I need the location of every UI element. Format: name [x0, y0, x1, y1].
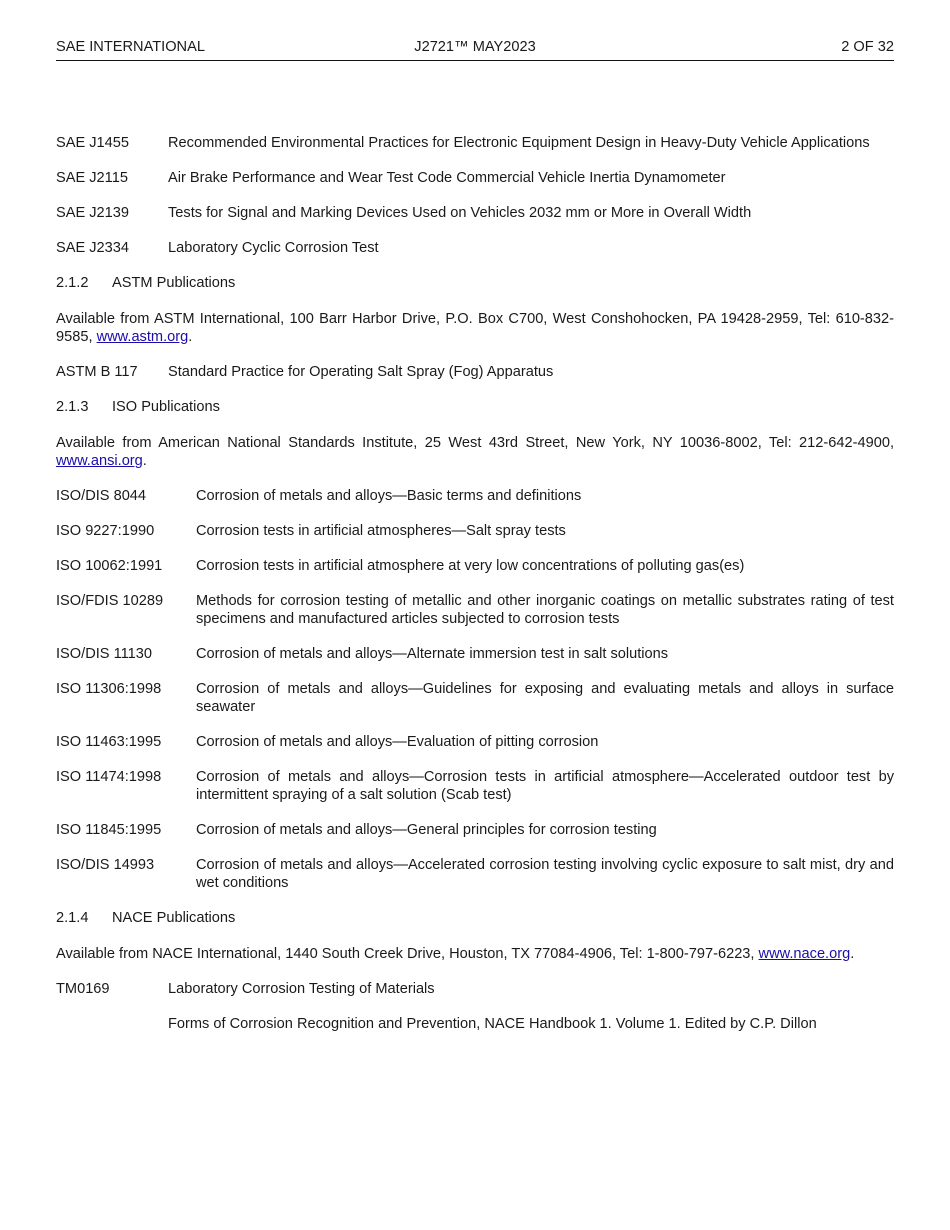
reference-entry — [56, 821, 894, 839]
reference-title: Forms of Corrosion Recognition and Prevention, NACE Handbook 1. Volume 1. Edited by C.P. Dillon — [168, 1016, 817, 1032]
reference-code: SAE J2115 — [56, 170, 128, 186]
astm-website-link[interactable]: www.astm.org — [96, 329, 189, 345]
reference-code: ISO 11306:1998 — [56, 681, 162, 697]
reference-code: ISO/DIS 14993 — [56, 857, 155, 873]
reference-code: ISO 11463:1995 — [56, 734, 162, 750]
reference-code: ISO/FDIS 10289 — [56, 593, 164, 609]
reference-title: Laboratory Corrosion Testing of Materials — [168, 981, 435, 997]
reference-code: ASTM B 117 — [56, 364, 138, 380]
reference-entry — [56, 522, 894, 540]
reference-title: Methods for corrosion testing of metallic and other inorganic coatings on metallic substrates rating of test specimens and manufactured articles subjected to corrosion tests — [196, 593, 894, 627]
section-heading-astm — [56, 274, 894, 292]
reference-entry — [56, 1015, 894, 1033]
ansi-website-link[interactable]: www.ansi.org — [56, 453, 143, 469]
reference-title: Standard Practice for Operating Salt Spray (Fog) Apparatus — [168, 364, 554, 380]
section-title: NACE Publications — [112, 910, 236, 926]
reference-code: SAE J2334 — [56, 240, 130, 256]
section-number: 2.1.3 — [56, 399, 89, 415]
reference-entry — [56, 487, 894, 505]
header-page-number: 2 OF 32 — [841, 39, 894, 55]
nace-website-link[interactable]: www.nace.org — [758, 946, 851, 962]
reference-entry — [56, 768, 894, 804]
reference-code — [56, 1015, 168, 1033]
reference-title: Corrosion of metals and alloys—General principles for corrosion testing — [196, 822, 657, 838]
availability-text: Available from American National Standards Institute, 25 West 43rd Street, New York, NY 10036-8002, Tel: 212-642-4900, — [56, 435, 894, 451]
reference-code: ISO 10062:1991 — [56, 558, 163, 574]
reference-code: ISO 11474:1998 — [56, 769, 162, 785]
reference-title: Air Brake Performance and Wear Test Code Commercial Vehicle Inertia Dynamometer — [168, 170, 726, 186]
reference-title: Tests for Signal and Marking Devices Used on Vehicles 2032 mm or More in Overall Width — [168, 205, 752, 221]
reference-title: Recommended Environmental Practices for Electronic Equipment Design in Heavy-Duty Vehicle Applications — [168, 135, 870, 151]
reference-entry — [56, 169, 894, 187]
availability-paragraph: Available from NACE International, 1440 South Creek Drive, Houston, TX 77084-4906, Tel: 1-800-797-6223, www.nace.org. — [56, 946, 855, 962]
reference-entry — [56, 856, 894, 892]
reference-entry — [56, 592, 894, 628]
reference-entry — [56, 557, 894, 575]
reference-entry — [56, 239, 894, 257]
document-body — [56, 134, 894, 1050]
reference-entry — [56, 645, 894, 663]
reference-code: ISO/DIS 11130 — [56, 646, 152, 662]
availability-paragraph: Available from American National Standards Institute, 25 West 43rd Street, New York, NY 10036-8002, Tel: 212-642-4900, www.ansi.org. — [56, 435, 894, 469]
availability-text: Available from ASTM International, 100 Barr Harbor Drive, P.O. Box C700, West Conshohocken, PA 19428-2959, Tel: 610-832-9585, — [56, 311, 894, 345]
reference-entry — [56, 204, 894, 222]
availability-text: Available from NACE International, 1440 South Creek Drive, Houston, TX 77084-4906, Tel: 1-800-797-6223, — [56, 946, 759, 962]
reference-code: TM0169 — [56, 981, 110, 997]
section-heading-nace — [56, 909, 894, 927]
reference-code: SAE J1455 — [56, 135, 130, 151]
header-document-id: J2721™ MAY2023 — [414, 39, 536, 55]
reference-title: Corrosion of metals and alloys—Alternate immersion test in salt solutions — [196, 646, 669, 662]
reference-title: Laboratory Cyclic Corrosion Test — [168, 240, 379, 256]
reference-title: Corrosion of metals and alloys—Basic terms and definitions — [196, 488, 582, 504]
section-title: ISO Publications — [112, 399, 220, 415]
reference-entry — [56, 733, 894, 751]
section-number: 2.1.2 — [56, 275, 89, 291]
reference-entry — [56, 980, 894, 998]
reference-code: ISO 11845:1995 — [56, 822, 162, 838]
section-number: 2.1.4 — [56, 910, 89, 926]
reference-entry — [56, 134, 894, 152]
availability-paragraph: Available from ASTM International, 100 Barr Harbor Drive, P.O. Box C700, West Conshohocken, PA 19428-2959, Tel: 610-832-9585, www.astm.org. — [56, 311, 894, 345]
reference-code: ISO/DIS 8044 — [56, 488, 147, 504]
section-heading-iso — [56, 398, 894, 416]
reference-code: ISO 9227:1990 — [56, 523, 155, 539]
page-header — [56, 38, 894, 61]
reference-entry — [56, 680, 894, 716]
reference-entry — [56, 363, 894, 381]
reference-title: Corrosion tests in artificial atmospheres—Salt spray tests — [196, 523, 566, 539]
reference-title: Corrosion of metals and alloys—Evaluation of pitting corrosion — [196, 734, 599, 750]
reference-title: Corrosion tests in artificial atmosphere at very low concentrations of polluting gas(es) — [196, 558, 745, 574]
reference-title: Corrosion of metals and alloys—Accelerated corrosion testing involving cyclic exposure to salt mist, dry and wet conditions — [196, 857, 894, 891]
reference-title: Corrosion of metals and alloys—Guidelines for exposing and evaluating metals and alloys in surface seawater — [196, 681, 894, 715]
section-title: ASTM Publications — [112, 275, 236, 291]
header-organization: SAE INTERNATIONAL — [56, 39, 205, 55]
reference-title: Corrosion of metals and alloys—Corrosion tests in artificial atmosphere—Accelerated outdoor test by intermittent spraying of a salt solution (Scab test) — [196, 769, 894, 803]
reference-code: SAE J2139 — [56, 205, 130, 221]
